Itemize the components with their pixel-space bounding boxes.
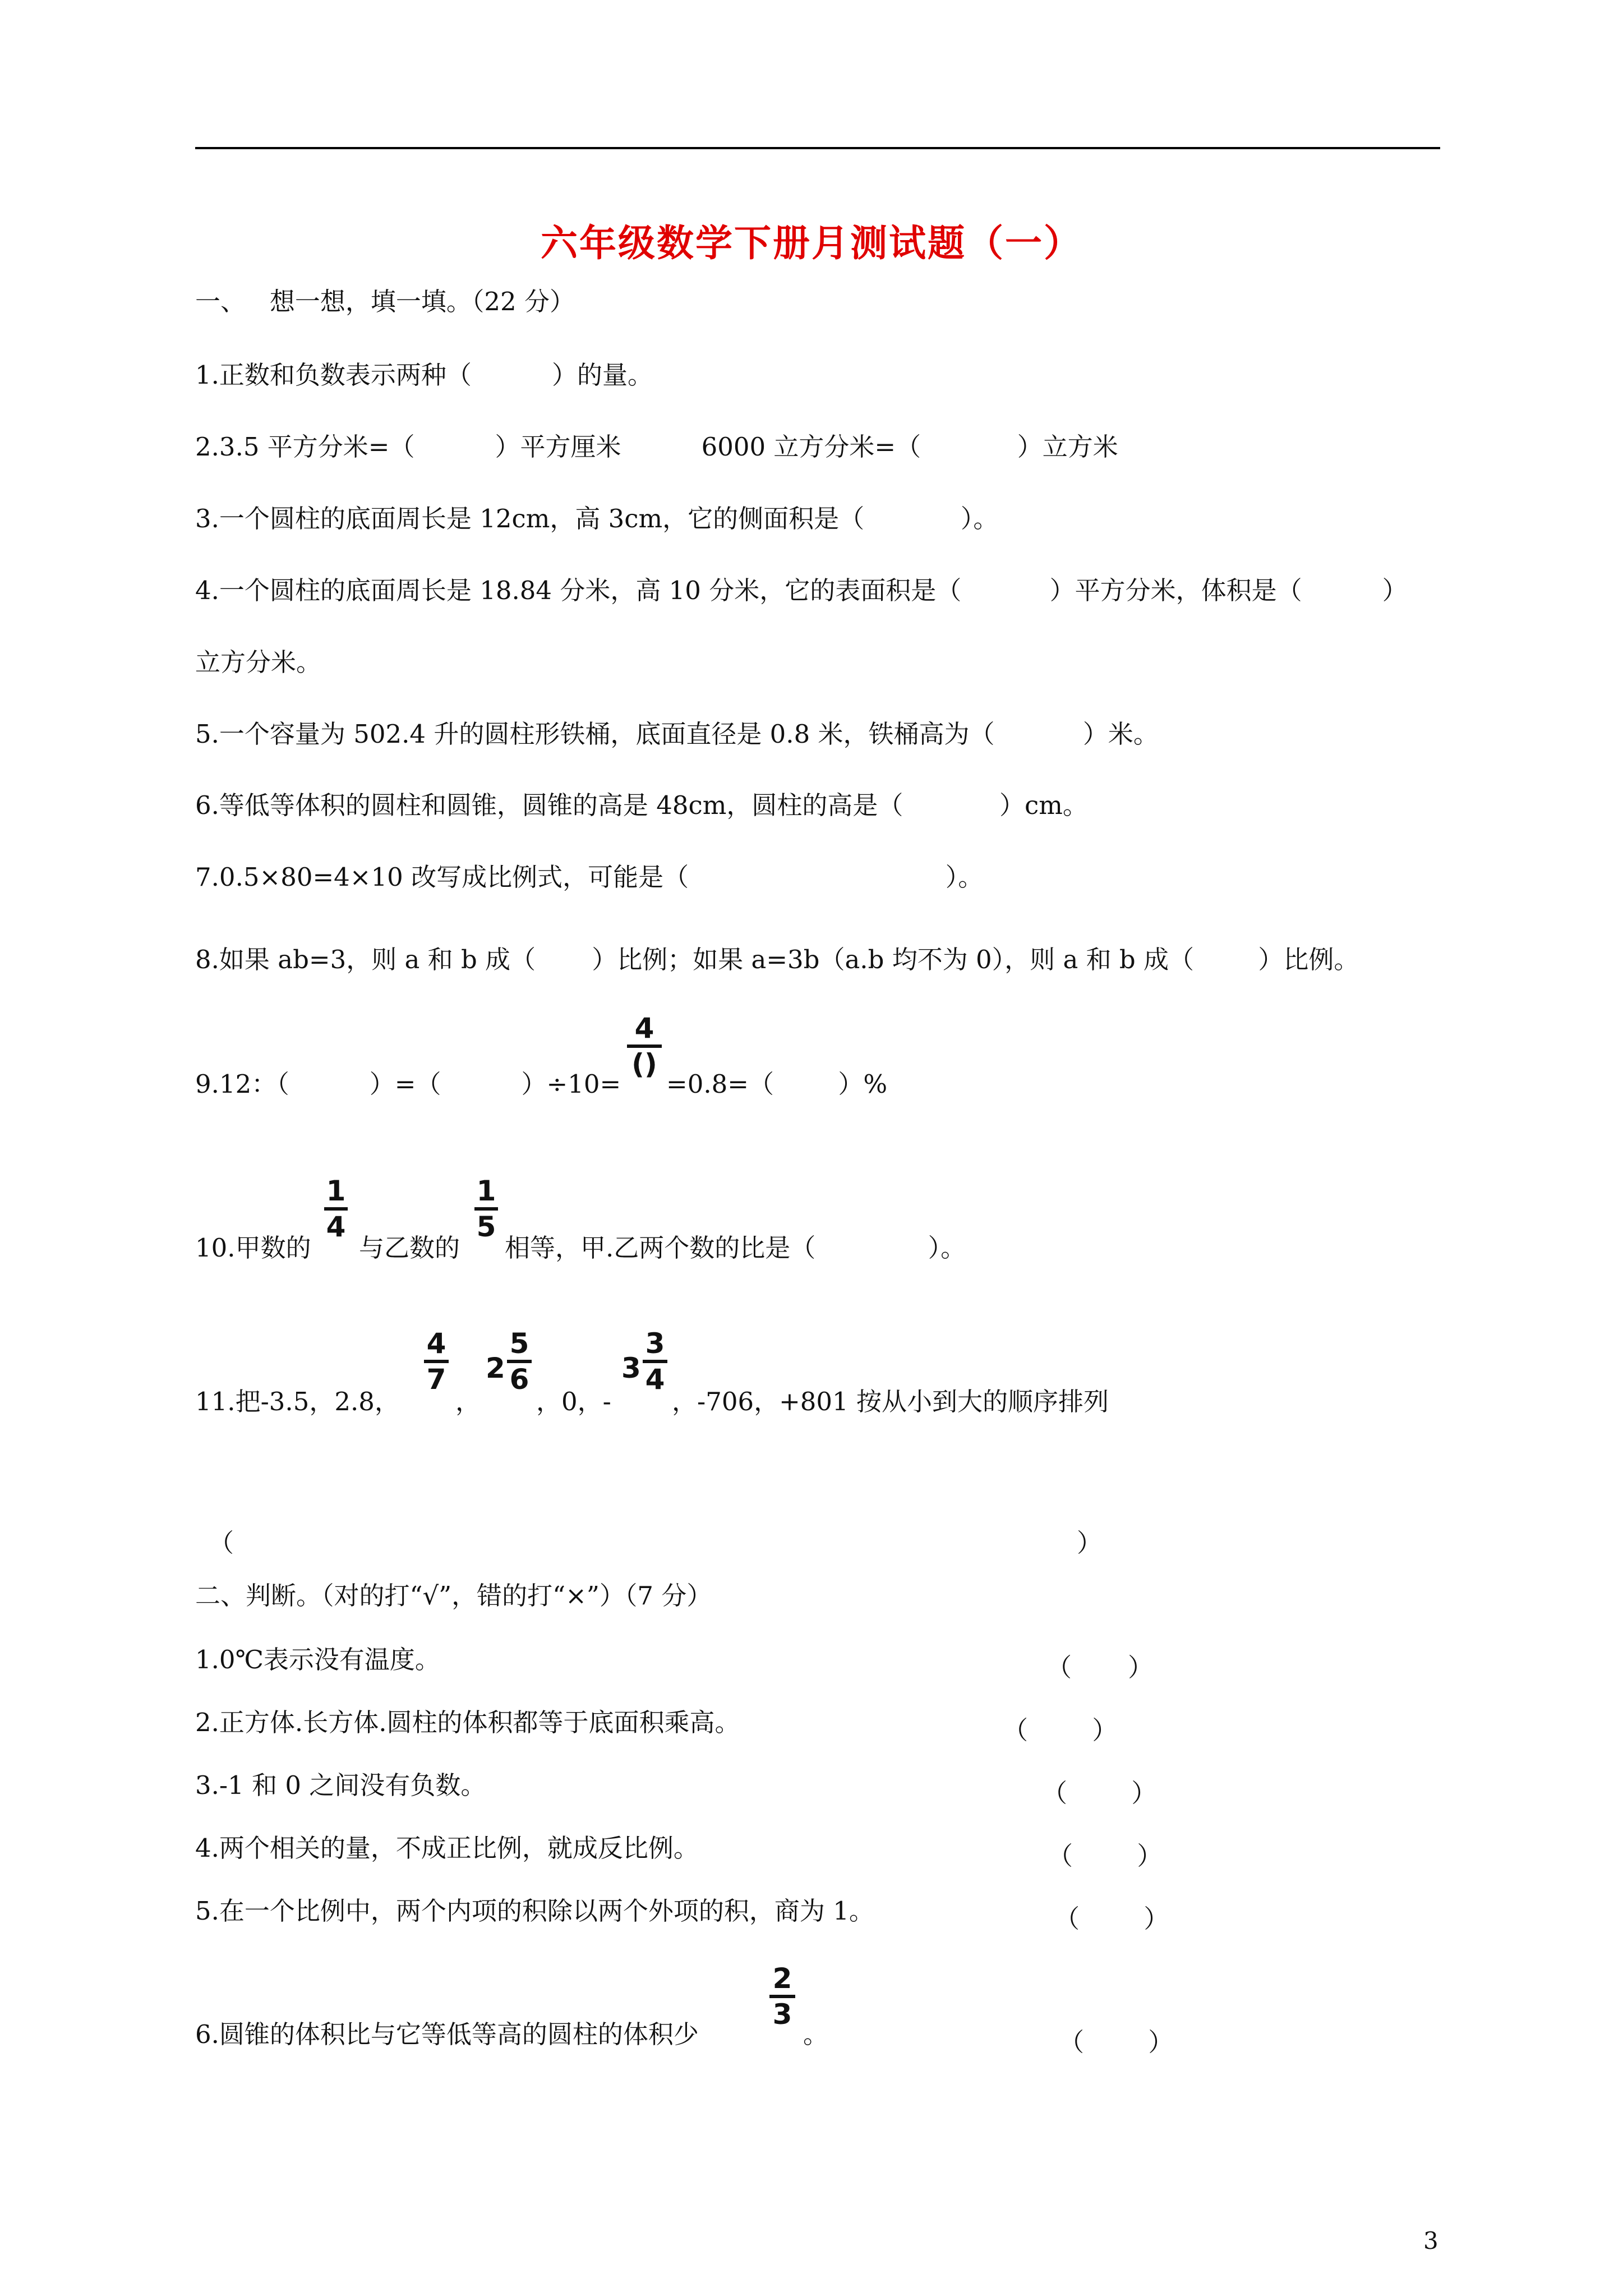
judgement-item-5: 5.在一个比例中，两个内项的积除以两个外项的积，商为 1。 [195, 1896, 874, 1926]
question-9-right: =0.8=（ ）% [666, 1069, 888, 1099]
question-3: 3.一个圆柱的底面周长是 12cm，高 3cm，它的侧面积是（ ）。 [195, 504, 999, 533]
section2-heading: 二、判断。（对的打“√”，错的打“×”）（7 分） [195, 1581, 712, 1611]
question-9-left: 9.12：（ ）=（ ）÷10= [195, 1069, 621, 1099]
fraction-denominator: 7 [426, 1363, 446, 1396]
fraction-denominator: () [631, 1048, 657, 1080]
judgement-item-6-fraction [769, 1962, 795, 2031]
fraction-denominator: 5 [476, 1211, 496, 1243]
question-11-part-a: 11.把-3.5，2.8， [195, 1387, 400, 1416]
question-11-answer-close: ） [1077, 1528, 1103, 1558]
fraction-denominator: 6 [509, 1363, 529, 1396]
question-2: 2.3.5 平方分米=（ ）平方厘米 6000 立方分米=（ ）立方米 [195, 432, 1118, 462]
header-rule [195, 147, 1440, 149]
fraction-numerator: 2 [772, 1962, 792, 1995]
fraction-numerator: 5 [509, 1327, 529, 1360]
question-4-line2: 立方分米。 [195, 647, 322, 677]
judgement-item-2-answer: （ ） [1003, 1715, 1118, 1745]
question-4-line1: 4.一个圆柱的底面周长是 18.84 分米，高 10 分米，它的表面积是（ ）平方分米，体积是（ ） [195, 576, 1408, 605]
question-11-fraction-1 [424, 1327, 449, 1396]
judgement-item-4: 4.两个相关的量，不成正比例，就成反比例。 [195, 1833, 699, 1863]
fraction-numerator: 1 [326, 1175, 346, 1207]
question-11-mixed-1-whole: 2 [486, 1352, 505, 1384]
page-number: 3 [1423, 2227, 1438, 2254]
question-11-mixed-2-whole: 3 [621, 1352, 641, 1384]
judgement-item-1-answer: （ ） [1046, 1653, 1154, 1682]
question-8: 8.如果 ab=3，则 a 和 b 成（ ）比例；如果 a=3b（a.b 均不为 0），则 a 和 b 成（ ）比例。 [195, 945, 1359, 974]
question-11-mixed-1-fraction [507, 1327, 532, 1396]
fraction-numerator: 1 [476, 1175, 496, 1207]
question-11-part-b: ， [455, 1387, 481, 1416]
fraction-denominator: 4 [645, 1363, 665, 1396]
question-10-part-c: 相等，甲.乙两个数的比是（ ）。 [505, 1233, 966, 1263]
judgement-item-5-answer: （ ） [1054, 1904, 1169, 1934]
fraction-denominator: 4 [326, 1211, 346, 1243]
judgement-item-3: 3.-1 和 0 之间没有负数。 [195, 1770, 486, 1800]
question-11-part-d: ，-706，+801 按从小到大的顺序排列 [672, 1387, 1109, 1416]
question-7: 7.0.5×80=4×10 改写成比例式，可能是（ ）。 [195, 862, 984, 892]
judgement-item-6-answer: （ ） [1059, 2027, 1174, 2057]
question-10-part-b: 与乙数的 [359, 1233, 460, 1263]
question-6: 6.等低等体积的圆柱和圆锥，圆锥的高是 48cm，圆柱的高是（ ）cm。 [195, 790, 1088, 820]
section1-heading: 一、 想一想，填一填。（22 分） [195, 287, 575, 316]
fraction-numerator: 4 [426, 1327, 446, 1360]
question-11-part-c: ，0，- [536, 1387, 611, 1416]
question-10-fraction-2 [474, 1177, 498, 1241]
question-5: 5.一个容量为 502.4 升的圆柱形铁桶，底面直径是 0.8 米，铁桶高为（ ）米。 [195, 719, 1159, 749]
judgement-item-4-answer: （ ） [1048, 1841, 1163, 1871]
judgement-item-6-suffix: 。 [803, 2019, 829, 2049]
fraction-numerator: 3 [645, 1327, 665, 1360]
judgement-item-1: 1.0℃表示没有温度。 [195, 1645, 440, 1674]
judgement-item-6: 6.圆锥的体积比与它等低等高的圆柱的体积少 [195, 2019, 699, 2049]
fraction-numerator: 4 [634, 1012, 654, 1045]
question-11-mixed-2-fraction [643, 1327, 667, 1396]
question-11-answer-open: （ [209, 1528, 234, 1558]
judgement-item-3-answer: （ ） [1042, 1778, 1157, 1808]
question-9-fraction [627, 1014, 662, 1078]
question-1: 1.正数和负数表示两种（ ）的量。 [195, 360, 653, 390]
question-10-fraction-1 [324, 1177, 348, 1241]
question-10-part-a: 10.甲数的 [195, 1233, 311, 1263]
judgement-item-2: 2.正方体.长方体.圆柱的体积都等于底面积乘高。 [195, 1708, 740, 1737]
fraction-denominator: 3 [772, 1998, 792, 2031]
page-title: 六年级数学下册月测试题（一） [541, 221, 1082, 265]
